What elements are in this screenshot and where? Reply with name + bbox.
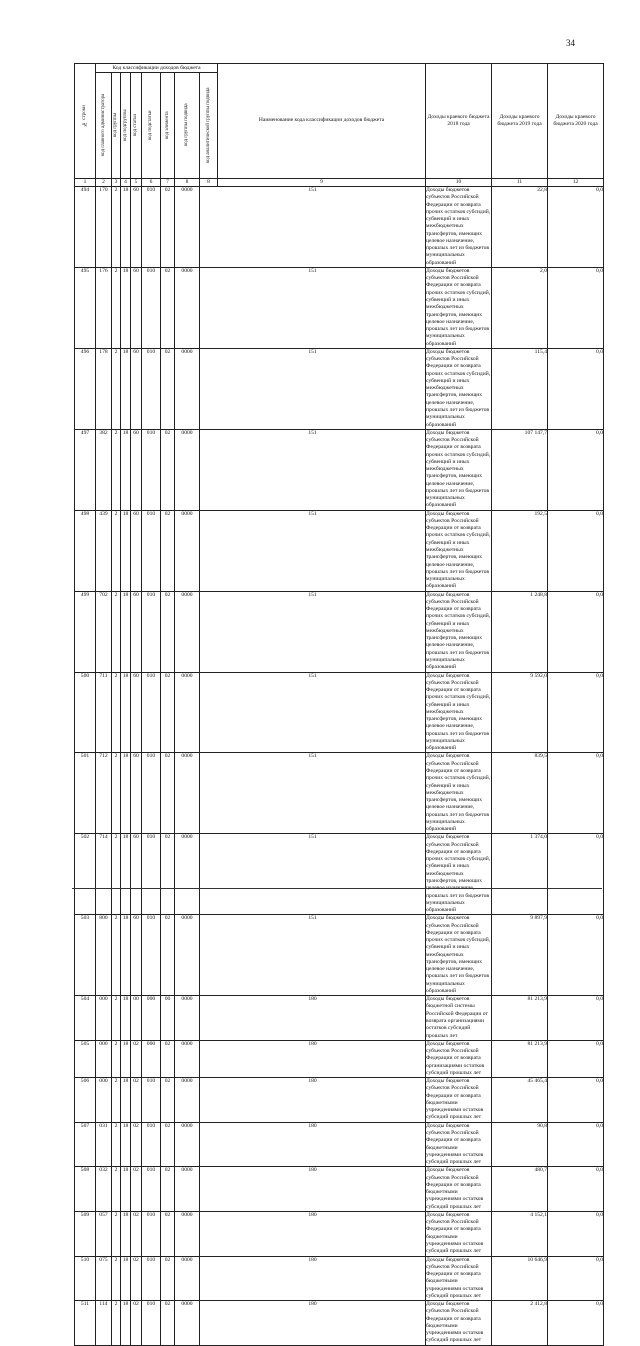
subarticle-code-cell: 010: [142, 267, 161, 348]
element-code-cell: 02: [161, 915, 175, 996]
row-number-cell: 506: [75, 1078, 96, 1123]
column-number: 10: [426, 179, 492, 187]
revenue-2018-cell: 839,5: [492, 753, 548, 834]
subgroup-code-cell: 18: [121, 267, 131, 348]
subgroup-code-cell: 18: [121, 1167, 131, 1212]
revenue-2019-cell: 0,0: [548, 510, 604, 591]
code-name-cell: Доходы бюджетов субъектов Российской Федерации от возврата бюджетными учреждениями остатков субсидий прошлых лет: [426, 1167, 492, 1212]
subarticle-code-cell: 010: [142, 915, 161, 996]
table-row: [75, 1256, 604, 1301]
subgroup-code-cell: 18: [121, 834, 131, 915]
subtype-group-code-header: код группы подвида: [175, 73, 200, 179]
subtype-group-code-cell: 0000: [175, 187, 200, 268]
revenue-2018-cell: 9 897,9: [492, 915, 548, 996]
analytic-group-code-cell: 180: [200, 1256, 426, 1301]
analytic-group-code-cell: 180: [200, 1078, 426, 1123]
subtype-group-code-cell: 0000: [175, 834, 200, 915]
element-code-cell: 02: [161, 510, 175, 591]
row-number-cell: 500: [75, 672, 96, 753]
subarticle-code-cell: 010: [142, 1122, 161, 1167]
article-code-cell: 02: [131, 1301, 142, 1346]
admin-code-cell: 170: [96, 187, 112, 268]
analytic-group-code-cell: 151: [200, 915, 426, 996]
table-row: [75, 1211, 604, 1256]
column-number: 6: [142, 179, 161, 187]
analytic-group-code-cell: 180: [200, 1301, 426, 1346]
code-name-cell: Доходы бюджетов субъектов Российской Федерации от возврата бюджетными учреждениями остатков субсидий прошлых лет: [426, 1122, 492, 1167]
code-name-cell: Доходы бюджетов субъектов Российской Федерации от возврата бюджетными учреждениями остатков субсидий прошлых лет: [426, 1301, 492, 1346]
subtype-group-code-cell: 0000: [175, 915, 200, 996]
analytic-group-code-cell: 151: [200, 429, 426, 510]
admin-code-cell: 711: [96, 672, 112, 753]
row-number-cell: 505: [75, 1040, 96, 1077]
subarticle-code-cell: 010: [142, 753, 161, 834]
revenue-2018-cell: 1 374,0: [492, 834, 548, 915]
subtype-group-code-cell: 0000: [175, 1167, 200, 1212]
group-code-cell: 2: [112, 1122, 121, 1167]
element-code-cell: 02: [161, 429, 175, 510]
subgroup-code-cell: 18: [121, 187, 131, 268]
column-number: 2: [96, 179, 112, 187]
column-number: 4: [121, 179, 131, 187]
subtype-group-code-cell: 0000: [175, 1211, 200, 1256]
element-code-cell: 02: [161, 834, 175, 915]
code-name-cell: Доходы бюджетов субъектов Российской Федерации от возврата прочих остатков субсидий, субвенций и иных межбюджетных трансфертов, имеющих целевое назначение, прошлых лет из бюджетов муниципальных образований: [426, 753, 491, 833]
admin-code-header: код главного администратора: [96, 73, 112, 179]
element-code-cell: 02: [161, 1040, 175, 1077]
revenue-2019-cell: 0,0: [548, 753, 604, 834]
element-code-cell: 02: [161, 753, 175, 834]
code-name-cell: Доходы бюджетов субъектов Российской Федерации от возврата бюджетными учреждениями остатков субсидий прошлых лет: [426, 1256, 492, 1301]
element-code-cell: 02: [161, 1256, 175, 1301]
table-row: [75, 996, 604, 1041]
article-code-cell: 60: [131, 672, 142, 753]
admin-code-cell: 032: [96, 1167, 112, 1212]
subarticle-code-cell: 010: [142, 429, 161, 510]
code-name-cell: Доходы бюджетов субъектов Российской Федерации от возврата прочих остатков субсидий, субвенций и иных межбюджетных трансфертов, имеющих целевое назначение, прошлых лет из бюджетов муниципальных образований: [426, 591, 491, 671]
analytic-group-code-cell: 151: [200, 591, 426, 672]
row-number-cell: 494: [75, 187, 96, 268]
group-code-cell: 2: [112, 348, 121, 429]
group-code-cell: 2: [112, 1211, 121, 1256]
column-numbers-row: [75, 179, 604, 187]
revenue-2019-cell: 0,0: [548, 348, 604, 429]
article-code-cell: 60: [131, 348, 142, 429]
revenue-2019-cell: 0,0: [548, 672, 604, 753]
subarticle-code-cell: 000: [142, 996, 161, 1041]
subgroup-code-cell: 18: [121, 915, 131, 996]
revenue-2019-cell: 0,0: [548, 591, 604, 672]
revenue-2018-cell: 4 152,1: [492, 1211, 548, 1256]
table-row: [75, 429, 604, 510]
row-number-cell: 509: [75, 1211, 96, 1256]
element-code-cell: 02: [161, 267, 175, 348]
article-code-cell: 60: [131, 834, 142, 915]
revenue-2019-cell: 0,0: [548, 1122, 604, 1167]
column-number: 7: [161, 179, 175, 187]
revenue-2019-cell: 0,0: [548, 267, 604, 348]
article-code-cell: 60: [131, 510, 142, 591]
subarticle-code-cell: 010: [142, 1301, 161, 1346]
code-name-cell: Доходы бюджетов субъектов Российской Федерации от возврата бюджетными учреждениями остатков субсидий прошлых лет: [426, 1078, 492, 1123]
group-code-cell: 2: [112, 1167, 121, 1212]
analytic-group-code-cell: 151: [200, 267, 426, 348]
article-code-cell: 02: [131, 1040, 142, 1077]
admin-code-cell: 000: [96, 1078, 112, 1123]
row-number-cell: 508: [75, 1167, 96, 1212]
revenue-2019-cell: 0,0: [548, 1078, 604, 1123]
analytic-group-code-cell: 180: [200, 1167, 426, 1212]
analytic-group-code-cell: 151: [200, 510, 426, 591]
revenue-2019-cell: 0,0: [548, 187, 604, 268]
group-code-cell: 2: [112, 510, 121, 591]
article-code-cell: 02: [131, 1256, 142, 1301]
revenue-2019-header: Доходы краевого бюджета 2019 года: [492, 64, 548, 179]
admin-code-cell: 178: [96, 348, 112, 429]
row-number-cell: 497: [75, 429, 96, 510]
admin-code-cell: 439: [96, 510, 112, 591]
code-name-cell: Доходы бюджетов субъектов Российской Федерации от возврата прочих остатков субсидий, субвенций и иных межбюджетных трансфертов, имеющих целевое назначение, прошлых лет из бюджетов муниципальных образований: [426, 267, 491, 347]
element-code-cell: 02: [161, 1078, 175, 1123]
column-number: 12: [548, 179, 604, 187]
group-code-cell: 2: [112, 834, 121, 915]
article-code-cell: 60: [131, 753, 142, 834]
analytic-group-code-cell: 151: [200, 348, 426, 429]
subarticle-code-cell: 010: [142, 1078, 161, 1123]
article-code-cell: 60: [131, 429, 142, 510]
revenue-2018-cell: 9 592,0: [492, 672, 548, 753]
subtype-group-code-cell: 0000: [175, 1040, 200, 1077]
revenue-2018-header: Доходы краевого бюджета 2018 года: [426, 64, 492, 179]
row-number-cell: 503: [75, 915, 96, 996]
admin-code-cell: 712: [96, 753, 112, 834]
subgroup-code-cell: 18: [121, 348, 131, 429]
column-number: 1: [75, 179, 96, 187]
table-row: [75, 187, 604, 268]
subarticle-code-cell: 010: [142, 187, 161, 268]
revenue-2018-cell: 45 465,4: [492, 1078, 548, 1123]
code-name-cell: Доходы бюджетов субъектов Российской Федерации от возврата организациями остатков субсидий прошлых лет: [426, 1040, 492, 1077]
analytic-group-code-header: код аналитической группы подвида: [200, 73, 218, 179]
revenue-2018-cell: 90,8: [492, 1122, 548, 1167]
group-code-cell: 2: [112, 1040, 121, 1077]
subarticle-code-cell: 010: [142, 1256, 161, 1301]
admin-code-cell: 382: [96, 429, 112, 510]
revenue-2019-cell: 0,0: [548, 996, 604, 1041]
group-code-cell: 2: [112, 267, 121, 348]
revenue-2018-cell: 2,0: [492, 267, 548, 348]
article-code-cell: 02: [131, 1078, 142, 1123]
subarticle-code-cell: 010: [142, 348, 161, 429]
admin-code-cell: 714: [96, 834, 112, 915]
article-code-cell: 60: [131, 915, 142, 996]
subgroup-code-cell: 18: [121, 1122, 131, 1167]
table-header: [75, 64, 604, 187]
table-row: [75, 267, 604, 348]
article-code-cell: 60: [131, 591, 142, 672]
subgroup-code-cell: 18: [121, 672, 131, 753]
code-name-cell: Доходы бюджетов субъектов Российской Федерации от возврата прочих остатков субсидий, субвенций и иных межбюджетных трансфертов, имеющих целевое назначение, прошлых лет из бюджетов муниципальных образований: [426, 672, 491, 752]
article-code-cell: 60: [131, 187, 142, 268]
row-number-cell: 499: [75, 591, 96, 672]
code-name-cell: Доходы бюджетов субъектов Российской Федерации от возврата прочих остатков субсидий, субвенций и иных межбюджетных трансфертов, имеющих целевое назначение, прошлых лет из бюджетов муниципальных образований: [426, 187, 491, 266]
table-row: [75, 591, 604, 672]
table-row: [75, 510, 604, 591]
table-row: [75, 915, 604, 996]
row-number-cell: 510: [75, 1256, 96, 1301]
row-number-cell: 502: [75, 834, 96, 915]
group-code-cell: 2: [112, 672, 121, 753]
subtype-group-code-cell: 0000: [175, 1256, 200, 1301]
column-number: 8: [200, 179, 218, 187]
row-number-cell: 511: [75, 1301, 96, 1346]
code-name-cell: Доходы бюджетов субъектов Российской Федерации от возврата прочих остатков субсидий, субвенций и иных межбюджетных трансфертов, имеющих целевое назначение, прошлых лет из бюджетов муниципальных образований: [426, 348, 491, 428]
page-number: 34: [566, 38, 575, 48]
group-code-cell: 2: [112, 187, 121, 268]
bottom-rule: [72, 888, 602, 889]
column-number: 9: [218, 179, 426, 187]
article-code-cell: 02: [131, 1167, 142, 1212]
article-code-header: код статьи: [131, 73, 142, 179]
table-row: [75, 1301, 604, 1346]
subarticle-code-cell: 010: [142, 591, 161, 672]
subgroup-code-header: код подгруппы: [121, 73, 131, 179]
admin-code-cell: 114: [96, 1301, 112, 1346]
subgroup-code-cell: 18: [121, 1301, 131, 1346]
analytic-group-code-cell: 180: [200, 1122, 426, 1167]
element-code-cell: 02: [161, 187, 175, 268]
revenue-2018-cell: 2 412,8: [492, 1301, 548, 1346]
group-code-cell: 2: [112, 996, 121, 1041]
table-body: [75, 187, 604, 1346]
subgroup-code-cell: 18: [121, 1040, 131, 1077]
code-name-cell: Доходы бюджетов субъектов Российской Федерации от возврата прочих остатков субсидий, субвенций и иных межбюджетных трансфертов, имеющих прошлых лет из бюджетов муниципальных образований: [426, 834, 491, 914]
analytic-group-code-cell: 151: [200, 672, 426, 753]
admin-code-cell: 800: [96, 915, 112, 996]
column-number: 8: [175, 179, 200, 187]
subarticle-code-cell: 010: [142, 510, 161, 591]
element-code-cell: 02: [161, 672, 175, 753]
row-number-cell: 495: [75, 267, 96, 348]
row-number-cell: 504: [75, 996, 96, 1041]
table-row: [75, 1167, 604, 1212]
admin-code-cell: 075: [96, 1256, 112, 1301]
code-name-cell: Доходы бюджетов субъектов Российской Федерации от возврата бюджетными учреждениями остатков субсидий прошлых лет: [426, 1211, 492, 1256]
group-code-cell: 2: [112, 753, 121, 834]
subtype-group-code-cell: 0000: [175, 591, 200, 672]
group-code-cell: 2: [112, 1301, 121, 1346]
article-code-cell: 00: [131, 996, 142, 1041]
subtype-group-code-cell: 0000: [175, 510, 200, 591]
admin-code-cell: 057: [96, 1211, 112, 1256]
element-code-cell: 02: [161, 1122, 175, 1167]
code-name-header: Наименование кода классификации доходов бюджета: [218, 64, 426, 179]
element-code-cell: 02: [161, 1167, 175, 1212]
subarticle-code-cell: 000: [142, 1040, 161, 1077]
revenue-2019-cell: 0,0: [548, 834, 604, 915]
group-code-cell: 2: [112, 591, 121, 672]
subarticle-code-cell: 010: [142, 1167, 161, 1212]
subarticle-code-header: код подстатьи: [142, 73, 161, 179]
analytic-group-code-cell: 151: [200, 187, 426, 268]
classification-code-header: Код классификации доходов бюджета: [96, 64, 218, 73]
revenue-2019-cell: 0,0: [548, 1040, 604, 1077]
subtype-group-code-cell: 0000: [175, 267, 200, 348]
subtype-group-code-cell: 0000: [175, 1078, 200, 1123]
subtype-group-code-cell: 0000: [175, 672, 200, 753]
table-row: [75, 834, 604, 915]
table-row: [75, 1078, 604, 1123]
row-number-cell: 496: [75, 348, 96, 429]
revenue-2018-cell: 115,4: [492, 348, 548, 429]
revenue-2018-cell: 81 213,9: [492, 1040, 548, 1077]
revenue-2018-cell: 81 213,9: [492, 996, 548, 1041]
revenue-2020-header: Доходы краевого бюджета 2020 года: [548, 64, 604, 179]
group-code-cell: 2: [112, 1256, 121, 1301]
revenue-2019-cell: 0,0: [548, 429, 604, 510]
article-code-cell: 60: [131, 267, 142, 348]
subgroup-code-cell: 18: [121, 429, 131, 510]
subgroup-code-cell: 18: [121, 996, 131, 1041]
revenue-2019-cell: 0,0: [548, 1301, 604, 1346]
code-name-cell: Доходы бюджетов субъектов Российской Федерации от возврата прочих остатков субсидий, субвенций и иных межбюджетных трансфертов, имеющих целевое назначение, прошлых лет из бюджетов муниципальных образований: [426, 915, 491, 994]
row-number-cell: 498: [75, 510, 96, 591]
group-code-header: код группы: [112, 73, 121, 179]
table-row: [75, 1040, 604, 1077]
group-code-cell: 2: [112, 915, 121, 996]
subarticle-code-cell: 010: [142, 1211, 161, 1256]
revenue-2018-cell: 10 646,9: [492, 1256, 548, 1301]
element-code-cell: 02: [161, 1211, 175, 1256]
column-number: 5: [131, 179, 142, 187]
revenue-2019-cell: 0,0: [548, 1211, 604, 1256]
analytic-group-code-cell: 151: [200, 834, 426, 915]
table-row: [75, 1122, 604, 1167]
admin-code-cell: 000: [96, 1040, 112, 1077]
code-name-cell: Доходы бюджетов субъектов Российской Федерации от возврата прочих остатков субсидий, субвенций и иных межбюджетных трансфертов, имеющих целевое назначение, прошлых лет из бюджетов муниципальных образований: [426, 429, 491, 509]
subtype-group-code-cell: 0000: [175, 1122, 200, 1167]
row-number-cell: 507: [75, 1122, 96, 1167]
article-code-cell: 02: [131, 1122, 142, 1167]
subgroup-code-cell: 18: [121, 1078, 131, 1123]
revenue-table: [74, 63, 604, 1346]
analytic-group-code-cell: 180: [200, 996, 426, 1041]
group-code-cell: 2: [112, 429, 121, 510]
revenue-2019-cell: 0,0: [548, 915, 604, 996]
analytic-group-code-cell: 151: [200, 753, 426, 834]
subtype-group-code-cell: 0000: [175, 753, 200, 834]
admin-code-cell: 000: [96, 996, 112, 1041]
admin-code-cell: 702: [96, 591, 112, 672]
analytic-group-code-cell: 180: [200, 1040, 426, 1077]
column-number: 11: [492, 179, 548, 187]
row-number-cell: 501: [75, 753, 96, 834]
revenue-2018-cell: 22,8: [492, 187, 548, 268]
code-name-cell: Доходы бюджетов субъектов Российской Федерации от возврата прочих остатков субсидий, субвенций и иных межбюджетных трансфертов, имеющих целевое назначение, прошлых лет из бюджетов муниципальных образований: [426, 510, 491, 590]
element-code-header: код элемента: [161, 73, 175, 179]
analytic-group-code-cell: 180: [200, 1211, 426, 1256]
subarticle-code-cell: 010: [142, 834, 161, 915]
revenue-2019-cell: 0,0: [548, 1167, 604, 1212]
row-number-header: № строки: [75, 64, 96, 179]
code-name-cell: Доходы бюджетов бюджетной системы Российской Федерации от возврата организациями остатков субсидий прошлых лет: [426, 996, 492, 1041]
revenue-2018-cell: 1 248,8: [492, 591, 548, 672]
element-code-cell: 00: [161, 996, 175, 1041]
revenue-2018-cell: 192,5: [492, 510, 548, 591]
column-number: 3: [112, 179, 121, 187]
admin-code-cell: 031: [96, 1122, 112, 1167]
revenue-2018-cell: 107 147,7: [492, 429, 548, 510]
group-code-cell: 2: [112, 1078, 121, 1123]
element-code-cell: 02: [161, 348, 175, 429]
subtype-group-code-cell: 0000: [175, 348, 200, 429]
table-row: [75, 348, 604, 429]
revenue-2018-cell: 480,7: [492, 1167, 548, 1212]
subgroup-code-cell: 18: [121, 591, 131, 672]
article-code-cell: 02: [131, 1211, 142, 1256]
admin-code-cell: 176: [96, 267, 112, 348]
table-row: [75, 753, 604, 834]
element-code-cell: 02: [161, 591, 175, 672]
subgroup-code-cell: 18: [121, 510, 131, 591]
revenue-2019-cell: 0,0: [548, 1256, 604, 1301]
subgroup-code-cell: 18: [121, 753, 131, 834]
table-row: [75, 672, 604, 753]
subgroup-code-cell: 18: [121, 1211, 131, 1256]
subtype-group-code-cell: 0000: [175, 429, 200, 510]
subgroup-code-cell: 18: [121, 1256, 131, 1301]
subtype-group-code-cell: 0000: [175, 996, 200, 1041]
subarticle-code-cell: 010: [142, 672, 161, 753]
subtype-group-code-cell: 0000: [175, 1301, 200, 1346]
element-code-cell: 02: [161, 1301, 175, 1346]
